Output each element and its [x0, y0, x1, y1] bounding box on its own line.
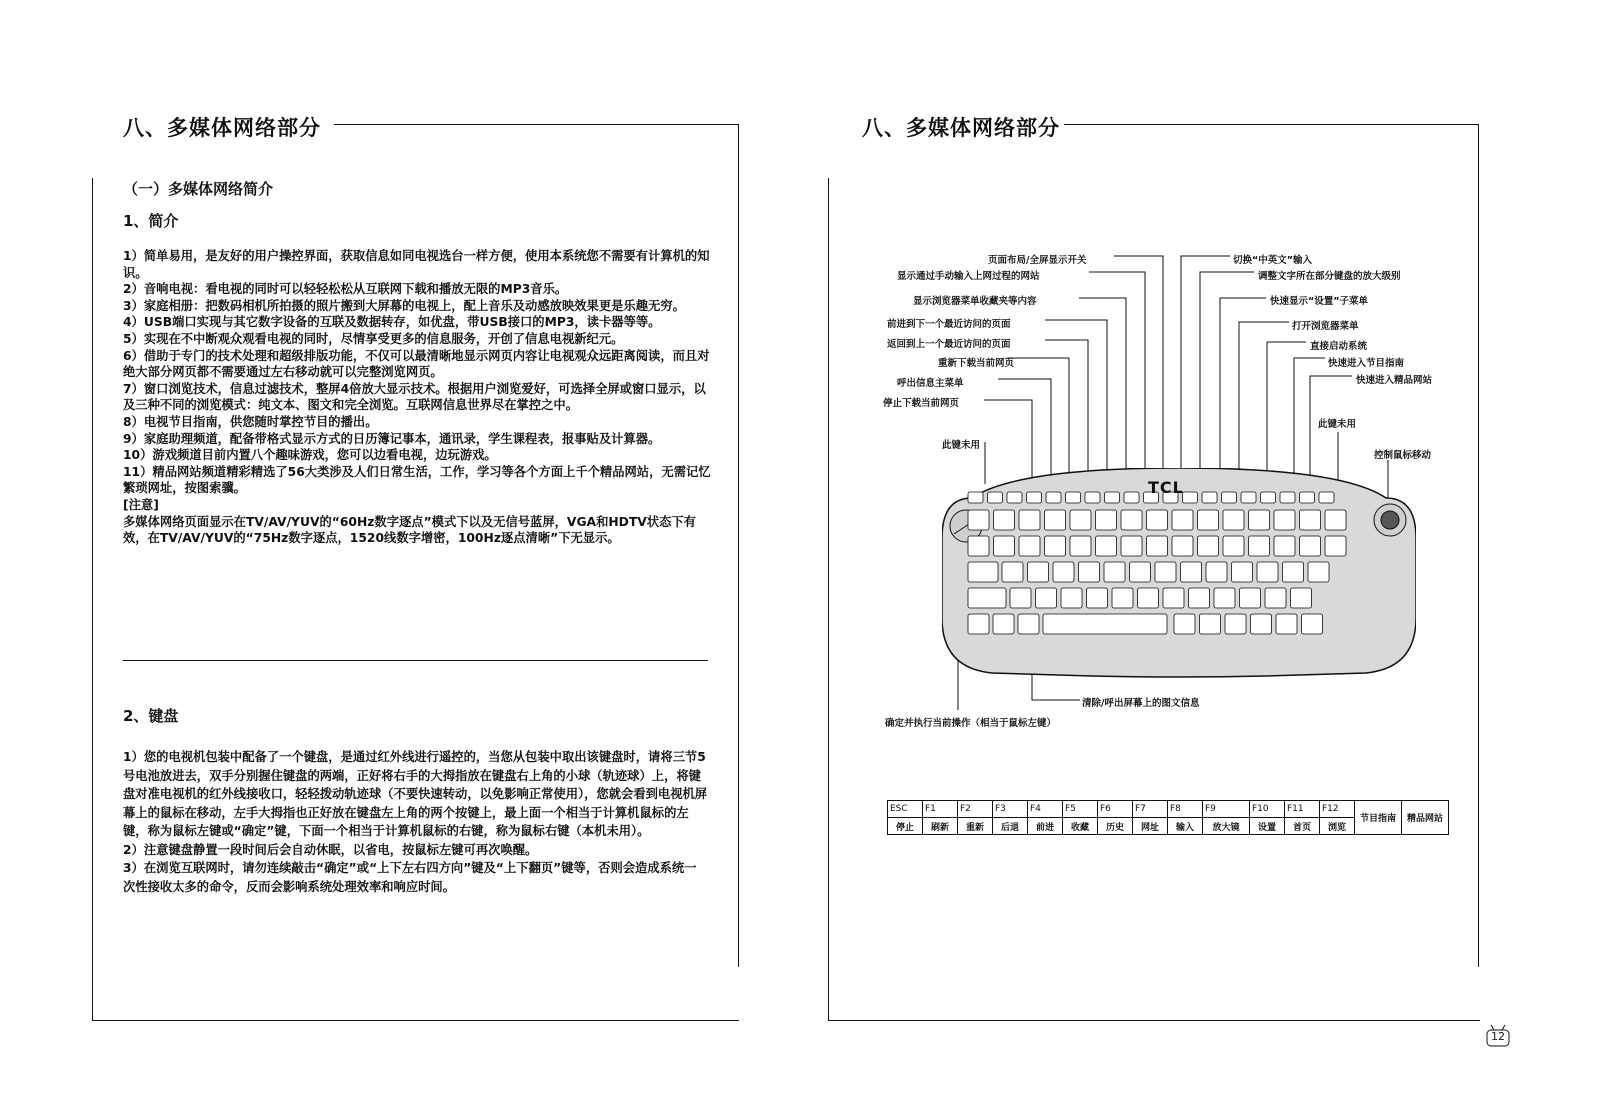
keyboard-key — [994, 536, 1015, 556]
keyboard-illustration — [942, 468, 1416, 678]
keyboard-key — [1232, 562, 1253, 582]
keyboard-key — [1070, 536, 1091, 556]
keyboard-key — [968, 614, 989, 634]
keyboard-key — [1225, 614, 1246, 634]
intro-item: 1）简单易用，是友好的用户操控界面，获取信息如同电视选台一样方便，使用本系统您不需要有计算机的知识。 — [123, 249, 710, 280]
callout-info-menu: 呼出信息主菜单 — [897, 378, 964, 389]
page-number: 12 — [1491, 1030, 1505, 1043]
fkey-func: 设置 — [1250, 818, 1285, 835]
intro-item: 8）电视节目指南，供您随时掌控节目的播出。 — [123, 414, 378, 429]
keyboard-key — [1240, 588, 1261, 608]
fkey-cell: F1 — [923, 801, 958, 818]
fkey-func: 放大镜 — [1203, 818, 1250, 835]
keyboard-key — [1070, 510, 1091, 530]
fkey-cell: F9 — [1203, 801, 1250, 818]
callout-settings: 快速显示“设置”子菜单 — [1270, 296, 1368, 307]
keyboard-key — [1085, 492, 1100, 503]
kb-item: 2）注意键盘静置一段时间后会自动休眠，以省电，按鼠标左键可再次唤醒。 — [123, 842, 538, 857]
keyboard-key — [1189, 588, 1210, 608]
keyboard-key — [1223, 510, 1244, 530]
keyboard-key — [1274, 510, 1295, 530]
callout-unused-left: 此键未用 — [942, 440, 981, 451]
keyboard-key — [1198, 536, 1219, 556]
callout-browser-menu: 打开浏览器菜单 — [1292, 321, 1359, 332]
keyboard-key — [1105, 492, 1120, 503]
right-header-title: 八、多媒体网络部分 — [862, 116, 1060, 140]
section-title: （一）多媒体网络简介 — [123, 180, 274, 198]
keyboard-key — [1061, 588, 1082, 608]
keyboard-key — [1147, 510, 1168, 530]
keyboard-key — [1325, 536, 1346, 556]
keyboard-key — [1066, 492, 1081, 503]
keyboard-key — [1181, 562, 1202, 582]
callout-start-system: 直接启动系统 — [1310, 341, 1368, 352]
keyboard-key — [1223, 536, 1244, 556]
fkey-func: 浏览 — [1320, 818, 1355, 835]
keyboard-key — [1308, 562, 1329, 582]
function-key-table — [887, 800, 1449, 835]
callout-forward: 前进到下一个最近访问的页面 — [887, 319, 1011, 330]
keyboard-key — [994, 510, 1015, 530]
keyboard-key — [1130, 562, 1151, 582]
fkey-func: 收藏 — [1063, 818, 1098, 835]
keyboard-key — [1053, 562, 1074, 582]
keyboard-key — [968, 588, 1006, 608]
keyboard-key — [1002, 562, 1023, 582]
keyboard-key — [1124, 492, 1139, 503]
fkey-func: 停止 — [888, 818, 923, 835]
keyboard-key — [1028, 562, 1049, 582]
keyboard-key — [1043, 614, 1167, 634]
fkey-cell: F5 — [1063, 801, 1098, 818]
keyboard-key — [1121, 536, 1142, 556]
intro-item: 5）实现在不中断观众观看电视的同时，尽情享受更多的信息服务，开创了信息电视新纪元。 — [123, 331, 624, 346]
fkey-cell: ESC — [888, 801, 923, 818]
keyboard-key — [1018, 614, 1039, 634]
keyboard-key — [1155, 562, 1176, 582]
callout-confirm: 确定并执行当前操作（相当于鼠标左键） — [885, 718, 1057, 729]
keyboard-key — [1147, 536, 1168, 556]
keyboard-key — [1300, 510, 1321, 530]
fkey-func: 网址 — [1133, 818, 1168, 835]
intro-item: 11）精品网站频道精彩精选了56大类涉及人们日常生活，工作，学习等各个方面上千个精品网站，无需记忆繁琐网址，按图索骥。 — [123, 464, 711, 496]
keyboard-key — [1325, 510, 1346, 530]
keyboard-key — [1214, 588, 1235, 608]
keyboard-key — [1019, 536, 1040, 556]
fkey-extra-guide: 节目指南 — [1355, 801, 1402, 835]
keyboard-key — [1007, 492, 1022, 503]
fkey-cell: F3 — [993, 801, 1028, 818]
keyboard-key — [988, 492, 1003, 503]
keyboard-key — [993, 614, 1014, 634]
fkey-func: 首页 — [1285, 818, 1320, 835]
keyboard-key — [1257, 562, 1278, 582]
fkey-func: 前进 — [1028, 818, 1063, 835]
keyboard-key — [1302, 614, 1323, 634]
keyboard-key — [1046, 492, 1061, 503]
fkey-func: 输入 — [1168, 818, 1203, 835]
callout-ime-toggle: 切换“中英文”输入 — [1233, 255, 1312, 266]
keyboard-key — [1206, 562, 1227, 582]
fkey-func: 历史 — [1098, 818, 1133, 835]
intro-item: 9）家庭助理频道，配备带格式显示方式的日历簿记事本，通讯录，学生课程表，报事贴及计算器。 — [123, 431, 661, 446]
fkey-cell: F8 — [1168, 801, 1203, 818]
keyboard-key — [1010, 588, 1031, 608]
callout-refresh: 重新下载当前网页 — [938, 358, 1015, 369]
keyboard-key — [1138, 588, 1159, 608]
keyboard-key — [1027, 492, 1042, 503]
keyboard-key — [1300, 492, 1315, 503]
fkey-func: 后退 — [993, 818, 1028, 835]
keyboard-key — [1249, 510, 1270, 530]
keyboard-key — [1019, 510, 1040, 530]
callout-favorites: 显示浏览器菜单收藏夹等内容 — [913, 296, 1037, 307]
keyboard-key — [1172, 536, 1193, 556]
keyboard-key — [1036, 588, 1057, 608]
keyboard-key — [1280, 492, 1295, 503]
callout-portal: 快速进入精品网站 — [1356, 375, 1433, 386]
keyboard-key — [1096, 536, 1117, 556]
keyboard-key — [1274, 536, 1295, 556]
intro-item: 7）窗口浏览技术，信息过滤技术，整屏4倍放大显示技术。根据用户浏览爱好，可选择全屏或窗口显示，以及三种不同的浏览模式：纯文本、图文和完全浏览。互联网信息世界尽在掌控之中。 — [123, 381, 706, 413]
callout-mouse-move: 控制鼠标移动 — [1374, 450, 1432, 461]
keyboard-key — [968, 510, 989, 530]
callout-layout-toggle: 页面布局/全屏显示开关 — [988, 255, 1087, 266]
fkey-row-keys — [888, 801, 1449, 818]
fkey-cell: F4 — [1028, 801, 1063, 818]
intro-subtitle: 1、简介 — [123, 212, 179, 230]
fkey-cell: F12 — [1320, 801, 1355, 818]
fkey-cell: F2 — [958, 801, 993, 818]
fkey-func: 刷新 — [923, 818, 958, 835]
intro-item: 2）音响电视：看电视的同时可以轻轻松松从互联网下载和播放无限的MP3音乐。 — [123, 282, 568, 297]
callout-program-guide: 快速进入节目指南 — [1328, 358, 1405, 369]
keyboard-key — [1121, 510, 1142, 530]
keyboard-key — [1241, 492, 1256, 503]
keyboard-brand: TCL — [1148, 478, 1184, 497]
keyboard-key — [1222, 492, 1237, 503]
kb-item: 3）在浏览互联网时，请勿连续敲击“确定”或“上下左右四方向”键及“上下翻页”键等，否则会造成系统一次性接收太多的命令，反而会影响系统处理效率和响应时间。 — [123, 861, 697, 894]
keyboard-key — [1096, 510, 1117, 530]
keyboard-key — [1045, 536, 1066, 556]
keyboard-key — [1174, 614, 1195, 634]
keyboard-key — [1045, 510, 1066, 530]
intro-item: 10）游戏频道目前内置八个趣味游戏，您可以边看电视，边玩游戏。 — [123, 448, 497, 463]
keyboard-key — [1163, 588, 1184, 608]
page-number-badge — [1486, 1024, 1510, 1048]
keyboard-key — [1265, 588, 1286, 608]
fkey-cell: F7 — [1133, 801, 1168, 818]
fkey-func: 重新 — [958, 818, 993, 835]
keyboard-key — [1079, 562, 1100, 582]
fkey-cell: F10 — [1250, 801, 1285, 818]
callout-stop: 停止下载当前网页 — [883, 398, 960, 409]
keyboard-key — [1104, 562, 1125, 582]
callout-back: 返回到上一个最近访问的页面 — [887, 339, 1011, 350]
keyboard-key — [1251, 614, 1272, 634]
keyboard-key — [1319, 492, 1334, 503]
keyboard-key — [1198, 510, 1219, 530]
keyboard-key — [1200, 614, 1221, 634]
fkey-cell: F11 — [1285, 801, 1320, 818]
keyboard-key — [1283, 562, 1304, 582]
note-label: [注意] — [123, 497, 159, 512]
intro-item: 6）借助于专门的技术处理和超级排版功能，不仅可以最清晰地显示网页内容让电视观众远距离阅读，而且对绝大部分网页都不需要通过左右移动就可以完整浏览网页。 — [123, 348, 710, 380]
kb-item: 1）您的电视机包装中配备了一个键盘，是通过红外线进行遥控的，当您从包装中取出该键盘时，请将三节5号电池放进去，双手分别握住键盘的两端，正好将右手的大拇指放在键盘右上角的小球（轨迹球）上，将键盘对准电视机的红外线接收口，轻轻拨动轨迹球（不要快速转动，以免影响正常使用），您就会看到电视机屏幕上的鼠标在移动，左手大拇指也正好放在键盘左上角的两个按键上，最上面一个相当于计算机鼠标的左键，称为鼠标左键或“确定”键，下面一个相当于计算机鼠标的右键，称为鼠标右键（本机未用）。 — [123, 750, 708, 838]
keyboard-key — [1276, 614, 1297, 634]
keyboard-key — [1112, 588, 1133, 608]
note-text: 多媒体网络页面显示在TV/AV/YUV的“60Hz数字逐点”模式下以及无信号蓝屏，VGA和HDTV状态下有效，在TV/AV/YUV的“75Hz数字逐点，1520线数字增密，100Hz逐点清晰”下无显示。 — [123, 514, 696, 546]
keyboard-key — [1183, 492, 1198, 503]
keyboard-key — [1300, 536, 1321, 556]
keyboard-key — [1172, 510, 1193, 530]
intro-item: 3）家庭相册：把数码相机所拍摄的照片搬到大屏幕的电视上，配上音乐及动感放映效果更是乐趣无穷。 — [123, 298, 685, 313]
keyboard-key — [968, 492, 983, 503]
callout-unused-right: 此键未用 — [1318, 419, 1357, 430]
keyboard-key — [1291, 588, 1312, 608]
callout-zoom: 调整文字所在部分键盘的放大级别 — [1258, 271, 1401, 282]
keyboard-subtitle: 2、键盘 — [123, 707, 179, 725]
callout-typed-sites: 显示通过手动输入上网过程的网站 — [897, 271, 1040, 282]
callout-clear-info: 清除/呼出屏幕上的图文信息 — [1082, 698, 1200, 709]
intro-item: 4）USB端口实现与其它数字设备的互联及数据转存，如优盘，带USB接口的MP3，读卡器等等。 — [123, 315, 661, 330]
keyboard-key — [968, 562, 998, 582]
keyboard-key — [1249, 536, 1270, 556]
keyboard-key — [968, 536, 989, 556]
fkey-extra-portal: 精品网站 — [1402, 801, 1449, 835]
left-header-title: 八、多媒体网络部分 — [123, 116, 321, 140]
keyboard-key — [1087, 588, 1108, 608]
keyboard-key — [1261, 492, 1276, 503]
keyboard-key — [1202, 492, 1217, 503]
fkey-cell: F6 — [1098, 801, 1133, 818]
